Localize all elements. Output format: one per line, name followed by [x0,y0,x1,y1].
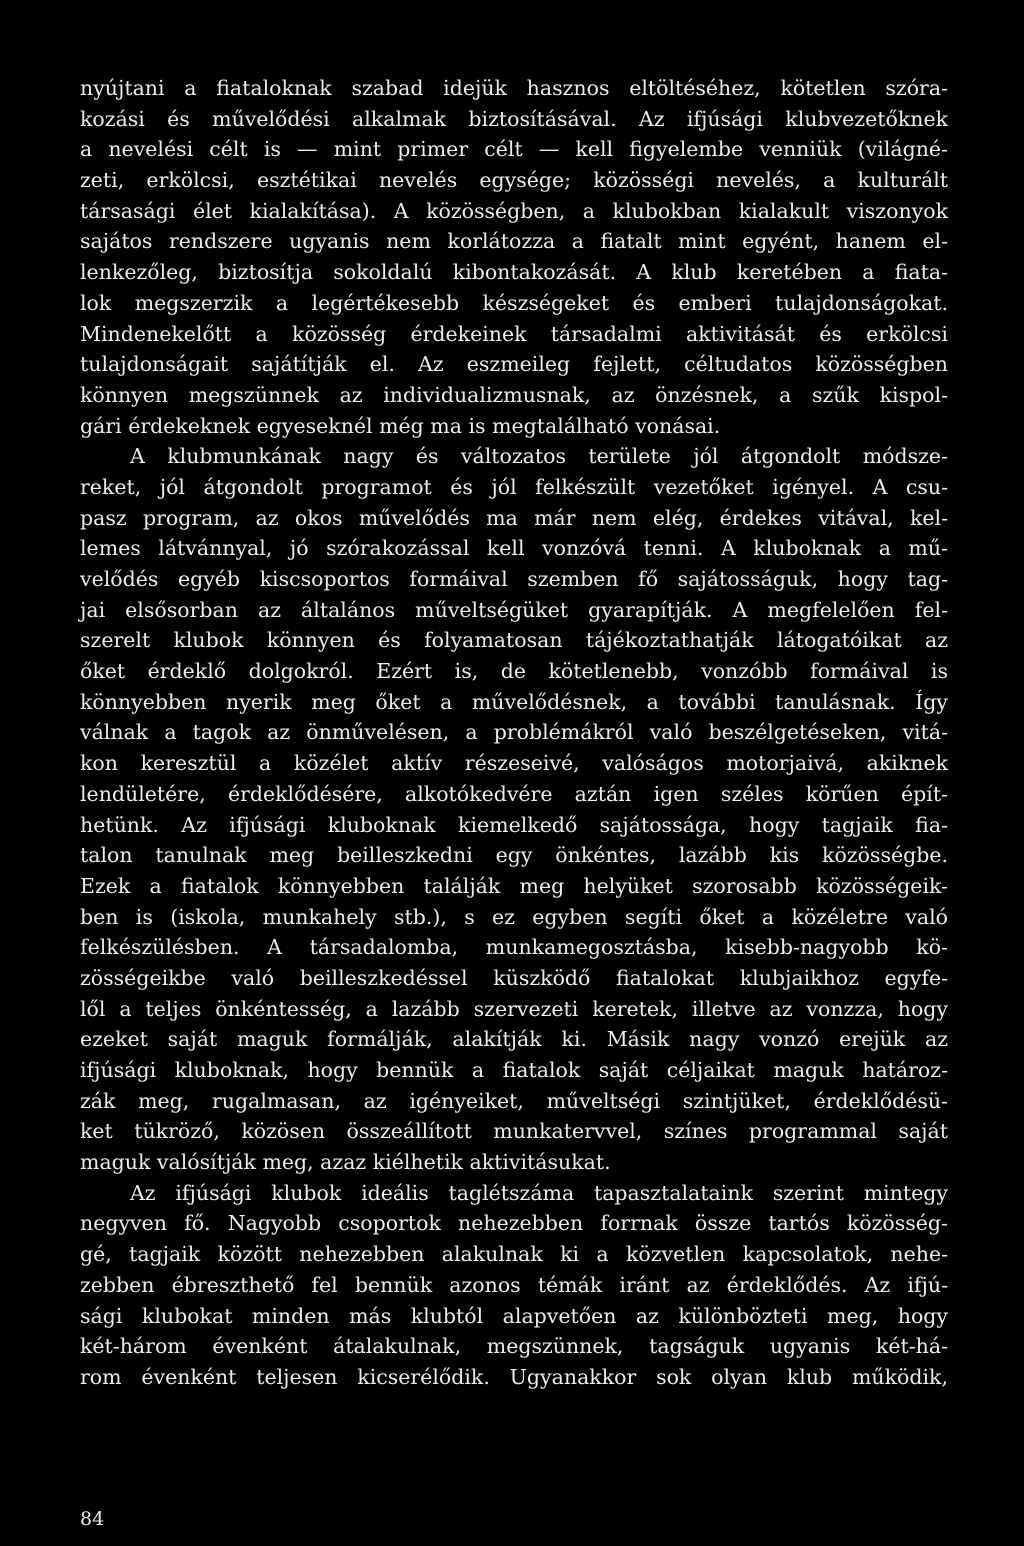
text-line: tulajdonságait sajátítják el. Az eszmeileg fejlett, céltudatos közösségben [80,352,948,377]
text-line: jai elsősorban az általános műveltségüket gyarapítják. A megfelelően fel- [80,597,948,622]
text-line: lendületére, érdeklődésére, alkotókedvére aztán igen széles körűen épít- [80,781,948,806]
text-line: könnyebben nyerik meg őket a művelődésnek, a további tanulásnak. Így [80,689,948,714]
text-line: gári érdekeknek egyeseknél még ma is megtalálható vonásai. [80,413,721,438]
text-line: kon keresztül a közélet aktív részeseivé, valóságos motorjaivá, akiknek [80,751,948,776]
text-line: zeti, erkölcsi, esztétikai nevelés egysége; közösségi nevelés, a kulturált [80,168,948,193]
text-line: zák meg, rugalmasan, az igényeiket, műveltségi szintjüket, érdeklődésü- [80,1088,948,1113]
text-line: a nevelési célt is — mint primer célt — kell figyelembe venniük (világné- [80,137,948,162]
text-line: ezeket saját maguk formálják, alakítják ki. Másik nagy vonzó erejük az [80,1027,948,1052]
text-line: nyújtani a fiataloknak szabad idejük hasznos eltöltéséhez, kötetlen szóra- [80,76,948,100]
text-line: két-három évenként átalakulnak, megszünnek, tagságuk ugyanis két-há- [80,1334,948,1359]
text-line: lenkezőleg, biztosítja sokoldalú kibontakozását. A klub keretében a fiata- [80,260,948,285]
text-line: Ezek a fiatalok könnyebben találják meg helyüket szorosabb közösségeik- [80,873,948,898]
text-line: A klubmunkának nagy és változatos területe jól átgondolt módsze- [130,444,948,469]
text-line: társasági élet kialakítása). A közösségben, a klubokban kialakult viszonyok [80,198,948,223]
text-line: sajátos rendszere ugyanis nem korlátozza a fiatalt mint egyént, hanem el- [80,229,948,254]
text-line: negyven fő. Nagyobb csoportok nehezebben forrnak össze tartós közösség- [80,1211,948,1236]
text-line: ben is (iskola, munkahely stb.), s ez egyben segíti őket a közéletre való [80,904,948,929]
text-line: rom évenként teljesen kicserélődik. Ugyanakkor sok olyan klub működik, [80,1364,948,1389]
text-line: felkészülésben. A társadalomba, munkamegosztásba, kisebb-nagyobb kö- [80,935,948,960]
text-line: zebben ébreszthető fel bennük azonos témák iránt az érdeklődés. Az ifjú- [80,1272,948,1297]
text-line: Mindenekelőtt a közösség érdekeinek társadalmi aktivitását és erkölcsi [80,321,948,346]
text-line: őket érdeklő dolgokról. Ezért is, de kötetlenebb, vonzóbb formáival is [80,659,948,684]
text-line: hetünk. Az ifjúsági kluboknak kiemelkedő sajátossága, hogy tagjaik fia- [80,812,948,837]
text-line: Az ifjúsági klubok ideális taglétszáma tapasztalataink szerint mintegy [130,1180,948,1205]
text-line: válnak a tagok az önművelésen, a problémákról való beszélgetéseken, vitá- [80,720,948,745]
text-line: ket tükröző, közösen összeállított munkatervvel, színes programmal saját [80,1119,948,1144]
text-line: zösségeikbe való beilleszkedéssel küszködő fiatalokat klubjaikhoz egyfe- [80,965,948,990]
text-line: könnyen megszünnek az individualizmusnak, az önzésnek, a szűk kispol- [80,382,948,407]
text-line: szerelt klubok könnyen és folyamatosan tájékoztathatják látogatóikat az [80,628,948,653]
body-text [80,73,948,1393]
text-line: kozási és művelődési alkalmak biztosításával. Az ifjúsági klubvezetőknek [80,106,948,131]
text-line: pasz program, az okos művelődés ma már nem elég, érdekes vitával, kel- [80,505,948,530]
text-line: lemes látvánnyal, jó szórakozással kell vonzóvá tenni. A kluboknak a mű- [80,536,948,561]
text-line: maguk valósítják meg, azaz kiélhetik aktivitásukat. [80,1150,611,1175]
text-line: talon tanulnak meg beilleszkedni egy önkéntes, lazább kis közösségbe. [80,843,948,868]
text-line: gé, tagjaik között nehezebben alakulnak ki a közvetlen kapcsolatok, nehe- [80,1242,948,1267]
text-line: velődés egyéb kiscsoportos formáival szemben fő sajátosságuk, hogy tag- [80,567,948,591]
text-line: lől a teljes önkéntesség, a lazább szervezeti keretek, illetve az vonzza, hogy [80,996,948,1021]
text-line: ifjúsági kluboknak, hogy bennük a fiatalok saját céljaikat maguk határoz- [80,1058,948,1082]
text-line: sági klubokat minden más klubtól alapvetően az különbözteti meg, hogy [80,1303,948,1328]
page-number: 84 [80,1508,105,1530]
text-line: lok megszerzik a legértékesebb készségeket és emberi tulajdonságokat. [80,290,948,315]
text-line: reket, jól átgondolt programot és jól felkészült vezetőket igényel. A csu- [80,474,948,499]
